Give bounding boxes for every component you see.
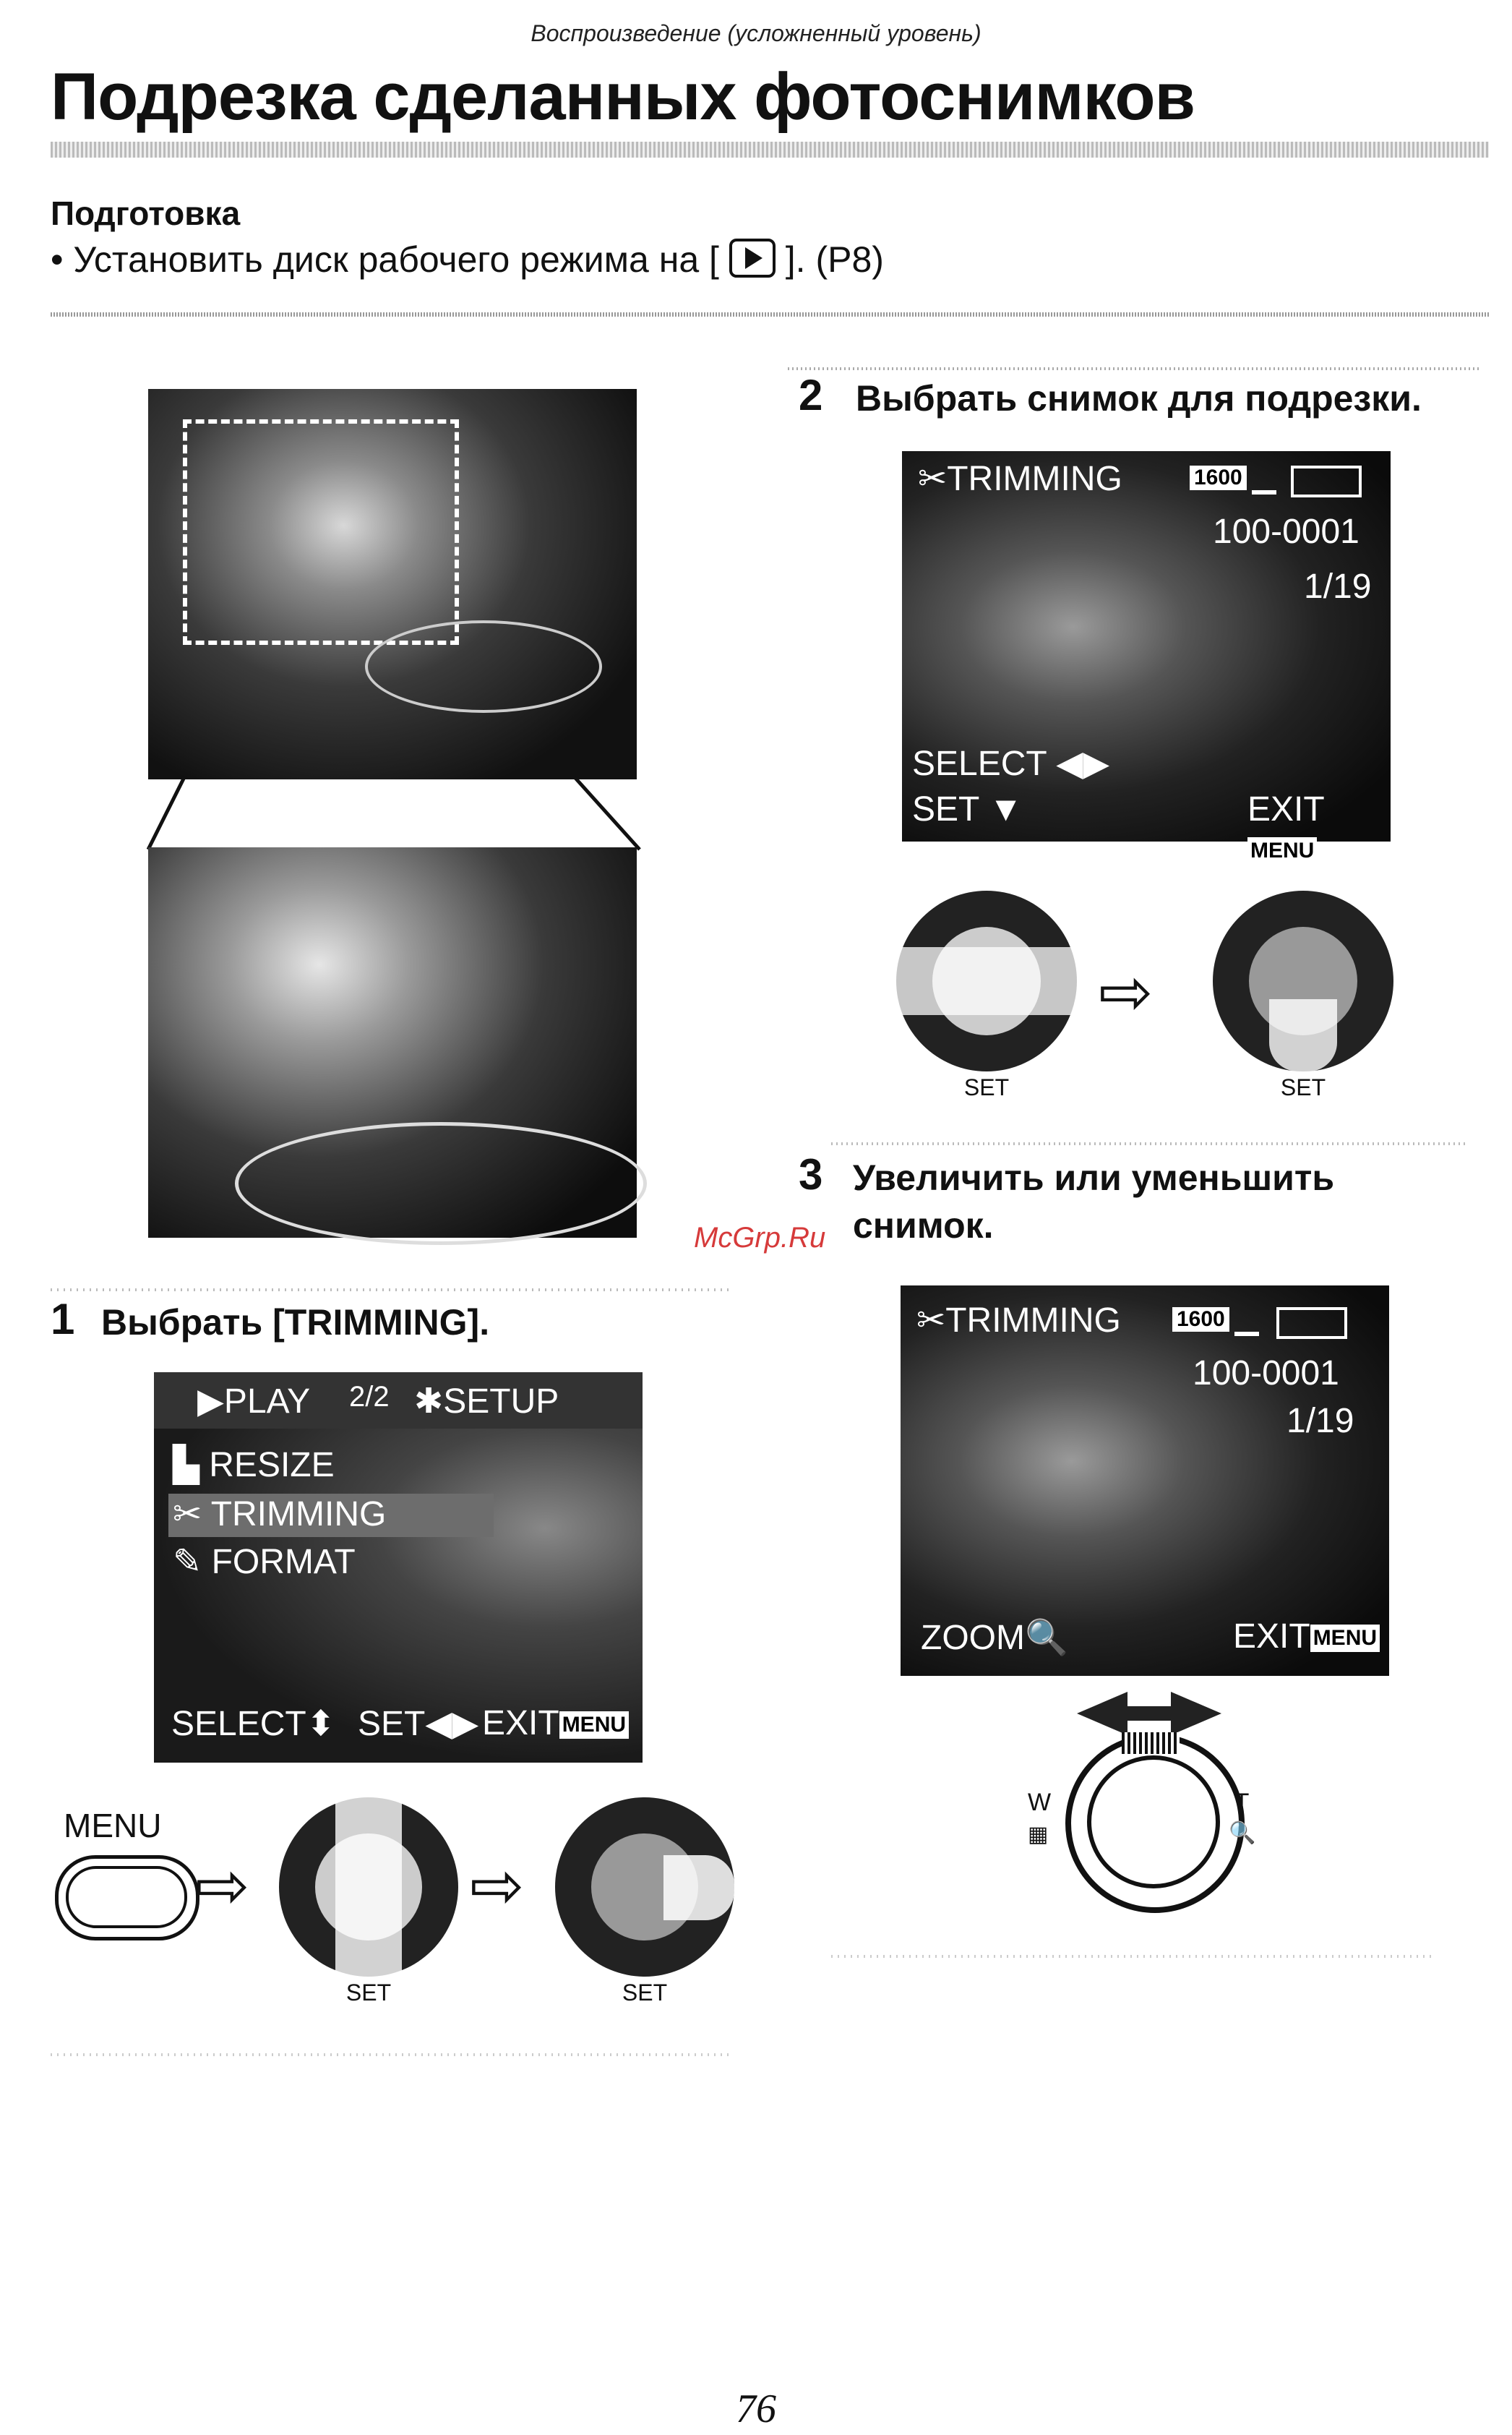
menu-item-format[interactable] xyxy=(173,1541,462,1582)
prep-bullet-before: • Установить диск рабочего режима на [ xyxy=(51,239,719,280)
wide-thumbnail-icon: ▦ xyxy=(1028,1823,1049,1846)
menu-item-label: TRIMMING xyxy=(210,1495,387,1533)
step2-file-number: 100-0001 xyxy=(1213,513,1359,551)
play-tab-icon: ▶ xyxy=(197,1382,224,1421)
page-title: Подрезка сделанных фотоснимков xyxy=(51,60,1195,134)
zoom-lever[interactable] xyxy=(1065,1734,1245,1913)
hoop-shape-enlarged xyxy=(235,1122,647,1245)
step2-exit-row xyxy=(1247,789,1391,869)
step1-set-label-2: SET xyxy=(622,1980,668,2006)
step1-number: 1 xyxy=(51,1295,75,1343)
step3-exit: EXIT xyxy=(1233,1617,1310,1656)
tab-setup[interactable] xyxy=(414,1381,559,1421)
down-highlight xyxy=(1269,999,1337,1071)
step1-cursor-dial-1[interactable] xyxy=(279,1797,458,1977)
menu-item-resize[interactable] xyxy=(173,1445,462,1485)
left-right-arrows-icon: ◀▶ xyxy=(1056,745,1110,783)
step1-divider xyxy=(51,1288,730,1291)
zoom-lines xyxy=(141,774,647,853)
step2-select: SELECT xyxy=(912,745,1047,783)
menu-button[interactable] xyxy=(55,1855,199,1940)
step3-battery-icon xyxy=(1276,1307,1347,1339)
step3-line1: Увеличить или уменьшить xyxy=(853,1157,1335,1198)
step3-line2: снимок. xyxy=(853,1205,994,1246)
step2-image-count: 1/19 xyxy=(1304,568,1372,606)
step3-zoom: ZOOM xyxy=(921,1619,1025,1657)
step2-lcd-screen xyxy=(902,451,1391,863)
watermark: McGrp.Ru xyxy=(694,1222,826,1254)
menu-item-label: FORMAT xyxy=(211,1543,356,1581)
tele-label: T xyxy=(1234,1789,1250,1816)
wide-label: W xyxy=(1027,1789,1052,1816)
step3-exit-row xyxy=(1233,1617,1380,1656)
step2-quality-icon xyxy=(1252,468,1276,495)
step2-text: Выбрать снимок для подрезки. xyxy=(856,378,1422,419)
zoom-lever-grip xyxy=(1122,1732,1180,1754)
footer-exit-label: EXIT xyxy=(482,1704,559,1742)
trimmed-photo xyxy=(148,847,637,1238)
magnifier-icon: 🔍 xyxy=(1024,1619,1068,1657)
zoom-direction-arrows-icon xyxy=(1070,1677,1229,1735)
scissors-icon: ✂ xyxy=(916,1301,946,1340)
tab-play-label: PLAY xyxy=(223,1382,311,1421)
menu-button-inner xyxy=(66,1866,187,1928)
tab-page: 2/2 xyxy=(349,1381,390,1413)
step2-iso: 1600 xyxy=(1190,466,1247,490)
step2-cursor-dial-2[interactable] xyxy=(1213,891,1393,1071)
left-right-highlight xyxy=(896,947,1077,1015)
step2-mode-row xyxy=(918,458,1122,499)
section-title: Воспроизведение (усложненный уровень) xyxy=(531,20,981,46)
step3-iso: 1600 xyxy=(1172,1307,1229,1332)
menu-footer-set xyxy=(358,1703,478,1744)
step3-zoom-row xyxy=(921,1617,1068,1658)
step3-mode-row xyxy=(916,1300,1121,1340)
arrow-right-icon: ⇨ xyxy=(195,1850,250,1922)
step3-number: 3 xyxy=(799,1150,823,1199)
menu-button-label: MENU xyxy=(64,1807,162,1844)
up-down-highlight xyxy=(335,1797,402,1977)
prep-heading: Подготовка xyxy=(51,194,241,232)
step2-set-label-2: SET xyxy=(1280,1074,1326,1100)
step2-divider xyxy=(788,367,1482,370)
step3-file-number: 100-0001 xyxy=(1193,1354,1339,1392)
scissors-icon: ✂ xyxy=(173,1495,202,1533)
step2-battery-icon xyxy=(1291,466,1362,497)
step1-cursor-dial-2[interactable] xyxy=(555,1797,734,1977)
step3-divider xyxy=(831,1142,1467,1145)
step3-lcd-screen xyxy=(901,1285,1389,1676)
step2-exit: EXIT xyxy=(1247,790,1325,829)
step2-menu-badge: MENU xyxy=(1247,837,1317,865)
resize-icon: ▙ xyxy=(173,1446,199,1484)
original-photo xyxy=(148,389,637,779)
arrow-right-icon: ⇨ xyxy=(470,1850,525,1922)
step2-number: 2 xyxy=(799,371,823,419)
prep-divider xyxy=(51,312,1489,317)
play-mode-icon xyxy=(729,239,776,278)
zoom-lever-inner xyxy=(1087,1755,1220,1888)
format-icon: ✎ xyxy=(173,1543,202,1581)
step2-set: SET xyxy=(912,790,979,829)
step1-menu-screen xyxy=(154,1372,643,1763)
down-arrow-icon: ▼ xyxy=(988,790,1023,829)
menu-footer-exit xyxy=(482,1703,629,1743)
step3-end-rule xyxy=(831,1955,1431,1958)
tab-setup-label: SETUP xyxy=(443,1382,559,1421)
step3-image-count: 1/19 xyxy=(1287,1402,1354,1440)
step2-select-row xyxy=(912,743,1109,784)
tele-magnifier-icon: 🔍 xyxy=(1229,1821,1256,1845)
left-right-arrows-icon: ◀▶ xyxy=(425,1705,479,1743)
arrow-right-icon: ⇨ xyxy=(1099,957,1154,1029)
footer-set-label: SET xyxy=(358,1705,426,1743)
footer-menu-badge: MENU xyxy=(559,1711,629,1739)
step1-set-label-1: SET xyxy=(345,1980,392,2006)
step3-menu-badge: MENU xyxy=(1310,1625,1380,1652)
scissors-icon: ✂ xyxy=(918,460,948,498)
step1-text: Выбрать [TRIMMING]. xyxy=(101,1302,490,1343)
up-down-arrows-icon: ⬍ xyxy=(306,1705,335,1743)
prep-bullet xyxy=(51,239,884,281)
hoop-shape xyxy=(365,620,602,713)
footer-select-label: SELECT xyxy=(171,1705,306,1743)
step3-mode: TRIMMING xyxy=(945,1301,1121,1340)
crop-frame xyxy=(183,419,459,645)
step1-end-rule xyxy=(51,2053,730,2056)
step3-quality-icon xyxy=(1234,1310,1259,1336)
title-divider xyxy=(51,142,1489,158)
menu-item-label: RESIZE xyxy=(209,1446,335,1484)
page-number: 76 xyxy=(736,2387,776,2431)
right-highlight xyxy=(663,1855,734,1920)
step2-set-row xyxy=(912,789,1023,829)
step2-mode: TRIMMING xyxy=(947,460,1122,498)
step2-cursor-dial-1[interactable] xyxy=(896,891,1077,1071)
step2-set-label-1: SET xyxy=(963,1074,1010,1100)
menu-item-trimming[interactable] xyxy=(173,1494,491,1534)
setup-tab-icon: ✱ xyxy=(414,1382,444,1421)
menu-footer-select xyxy=(171,1703,335,1744)
tab-play[interactable] xyxy=(197,1381,310,1421)
prep-bullet-after: ]. (P8) xyxy=(785,239,884,280)
